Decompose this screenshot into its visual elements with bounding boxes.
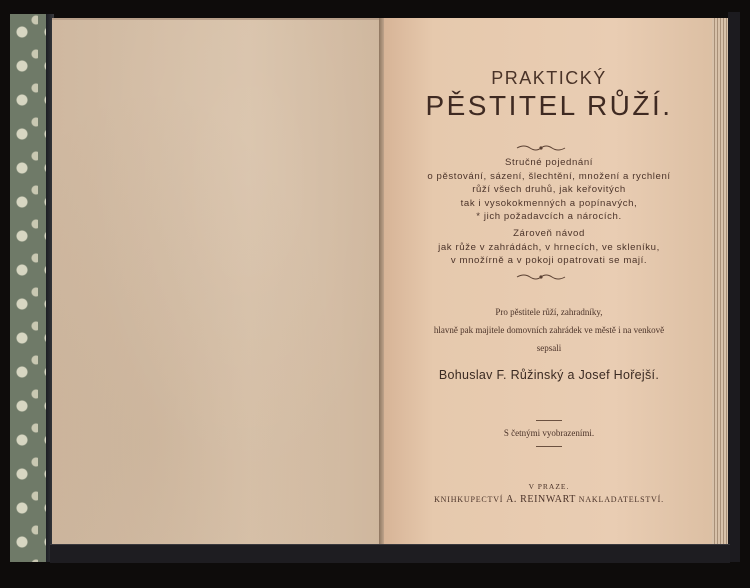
subtitle-block (402, 156, 696, 224)
authors: Bohuslav F. Růžinský a Josef Hořejší. (438, 368, 660, 382)
subtitle2-line: Zároveň návod (513, 228, 585, 239)
subtitle2-line: v množírně a v pokoji opatrovati se mají. (450, 255, 648, 266)
publisher-line (384, 494, 714, 505)
flourish-ornament-top-icon (516, 144, 566, 152)
title-line-1: PRAKTICKÝ (491, 68, 607, 88)
title-line-2: PĚSTITEL RŮŽÍ. (425, 90, 673, 121)
subtitle-block-2 (402, 227, 696, 268)
subtitle-line: růží všech druhů, jak keřovitých (472, 184, 626, 195)
title-page (384, 18, 714, 548)
credit-block (394, 303, 704, 357)
divider-rule (536, 420, 562, 421)
back-board-edge (728, 12, 740, 562)
credit-line: hlavně pak majitele domovních zahrádek ve městě i na venkově (433, 325, 665, 335)
flourish-ornament-middle-icon (516, 273, 566, 281)
page-stain (52, 20, 380, 548)
illustrations-note: S četnými vyobrazeními. (503, 428, 595, 438)
publisher-suffix: NAKLADATELSTVÍ. (578, 495, 664, 504)
publisher-name: A. REINWART (506, 494, 576, 505)
credit-line: sepsali (536, 343, 562, 353)
publisher-prefix: KNIHKUPECTVÍ (434, 495, 504, 504)
subtitle-line: Stručné pojednání (504, 157, 594, 168)
subtitle-line: o pěstování, sázení, šlechtění, množení a rychlení (427, 170, 671, 182)
subtitle2-line: jak růže v zahrádách, v hrnecích, ve skleníku, (438, 241, 660, 253)
divider-rule (536, 446, 562, 447)
publication-place: V PRAZE. (528, 482, 570, 491)
subtitle-line: * jich požadavcích a nárocích. (476, 211, 622, 222)
subtitle-line: tak i vysokokmenných a popínavých, (460, 197, 638, 209)
left-blank-page (52, 18, 380, 548)
credit-line: Pro pěstitele růží, zahradníky, (495, 307, 603, 317)
bottom-board-edge (50, 544, 730, 563)
